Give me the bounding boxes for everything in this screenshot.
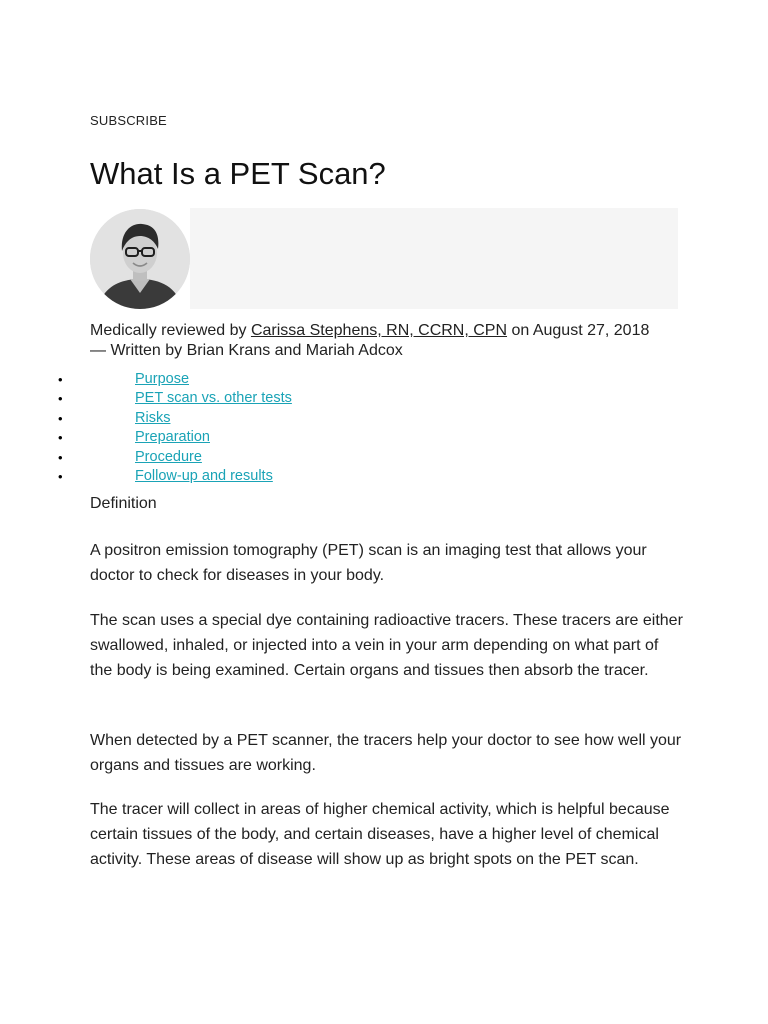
- subscribe-link[interactable]: SUBSCRIBE: [90, 113, 167, 128]
- page-title: What Is a PET Scan?: [90, 156, 386, 191]
- toc-bullet: •: [58, 410, 63, 426]
- byline-authors: — Written by Brian Krans and Mariah Adcox: [90, 342, 403, 359]
- toc-bullet: •: [58, 391, 63, 407]
- paragraph: The tracer will collect in areas of higher chemical activity, which is helpful because certain tissues of the body, and certain diseases, have a higher level of chemical activity. These areas of disease will show up as bright spots on the PET scan.: [90, 801, 670, 868]
- paragraph: The scan uses a special dye containing radioactive tracers. These tracers are either swallowed, inhaled, or injected into a vein in your arm depending on what part of the body is being examined. Certain organs and tissues then absorb the tracer.: [90, 612, 683, 679]
- section-heading-definition: Definition: [90, 495, 157, 512]
- byline: [90, 321, 680, 361]
- reviewer-avatar: [90, 209, 190, 309]
- toc-link-procedure[interactable]: Procedure: [135, 448, 202, 465]
- toc-link-purpose[interactable]: Purpose: [135, 371, 190, 387]
- reviewer-portrait-icon: [90, 209, 190, 309]
- toc-bullet: •: [58, 430, 63, 446]
- toc-link-preparation[interactable]: Preparation: [135, 429, 210, 446]
- toc-link-risks[interactable]: Risks: [135, 409, 171, 426]
- byline-date: on August 27, 2018: [507, 322, 650, 339]
- paragraph: A positron emission tomography (PET) scan is an imaging test that allows your doctor to check for diseases in your body.: [90, 542, 647, 584]
- toc-bullet: •: [58, 372, 63, 387]
- toc-link-pet-vs-other-tests[interactable]: PET scan vs. other tests: [135, 390, 292, 407]
- ad-placeholder: [190, 208, 678, 309]
- toc-link-follow-up-results[interactable]: Follow-up and results: [135, 467, 273, 484]
- toc-bullet: •: [58, 449, 63, 465]
- byline-prefix: Medically reviewed by: [90, 322, 251, 339]
- toc-bullet: •: [58, 468, 63, 484]
- reviewer-link[interactable]: Carissa Stephens, RN, CCRN, CPN: [250, 322, 508, 339]
- paragraph: When detected by a PET scanner, the tracers help your doctor to see how well your organs and tissues are working.: [90, 732, 682, 774]
